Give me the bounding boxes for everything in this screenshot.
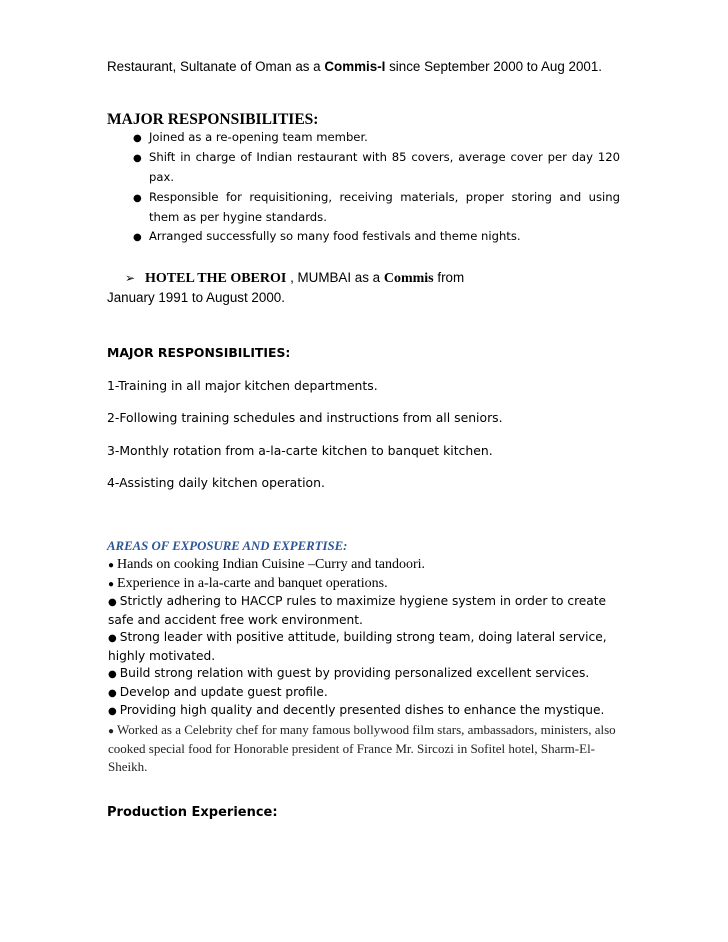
bullet-icon: ●	[133, 133, 142, 144]
bullet-icon: ●	[133, 153, 142, 165]
intro-paragraph	[107, 56, 621, 77]
expertise-list	[108, 556, 626, 775]
bullet-icon: ●	[108, 597, 117, 608]
hotel-dates: January 1991 to August 2000.	[107, 290, 285, 305]
bullet-icon: ●	[108, 687, 117, 699]
intro-text-before: Restaurant, Sultanate of Oman as a	[107, 59, 325, 74]
list-item-text: Providing high quality and decently presented dishes to enhance the mystique.	[119, 703, 605, 717]
major-responsibilities-heading-2: MAJOR RESPONSIBILITIES:	[107, 345, 291, 360]
training-step-4: 4-Assisting daily kitchen operation.	[107, 475, 325, 490]
bullet-icon: ●	[108, 633, 117, 644]
list-item	[108, 593, 626, 629]
list-item	[108, 665, 626, 684]
list-item	[108, 575, 626, 594]
list-item	[133, 227, 620, 247]
list-item-text: Shift in charge of Indian restaurant with 85 covers, average cover per day 120 pax.	[149, 150, 620, 185]
bullet-icon: ●	[108, 706, 117, 717]
bullet-icon: ●	[108, 725, 115, 737]
list-item	[133, 148, 620, 187]
hotel-city-text: , MUMBAI as a	[286, 270, 384, 285]
training-step-3: 3-Monthly rotation from a-la-carte kitchen to banquet kitchen.	[107, 443, 493, 458]
bullet-icon: ●	[133, 232, 142, 244]
list-item-text: Responsible for requisitioning, receiving materials, proper storing and using them as per hygine standards.	[149, 189, 620, 224]
intro-role: Commis-I	[324, 59, 386, 74]
list-item-text: Arranged successfully so many food festivals and theme nights.	[149, 229, 521, 244]
training-step-2: 2-Following training schedules and instructions from all seniors.	[107, 410, 503, 425]
oberoi-entry	[107, 268, 621, 307]
bullet-icon: ●	[108, 560, 115, 571]
hotel-role: Commis	[383, 271, 434, 286]
list-item-text: Joined as a re-opening team member.	[149, 130, 368, 144]
list-item-text: Worked as a Celebrity chef for many famous bollywood film stars, ambassadors, ministers, also cooked special food for Honorable president of France Mr. Sircozi in Sofitel hotel, Sharm-El-Sheikh.	[108, 721, 616, 774]
hotel-from-text: from	[433, 270, 465, 285]
list-item-text: Strong leader with positive attitude, building strong team, doing lateral service, highly motivated.	[108, 630, 607, 663]
bullet-icon: ●	[108, 669, 117, 680]
bullet-icon: ●	[133, 192, 142, 204]
list-item-text: Develop and update guest profile.	[119, 684, 328, 699]
bullet-icon: ●	[108, 578, 115, 590]
responsibilities-list-1	[133, 128, 620, 247]
list-item-text: Build strong relation with guest by providing personalized excellent services.	[119, 666, 590, 680]
list-item	[108, 702, 626, 721]
intro-text-after: since September 2000 to Aug 2001.	[385, 59, 603, 74]
list-item	[133, 188, 620, 227]
list-item-text: Experience in a-la-carte and banquet operations.	[117, 575, 388, 591]
arrow-bullet-icon: ➢	[125, 271, 136, 285]
list-item-text: Hands on cooking Indian Cuisine –Curry and tandoori.	[117, 557, 425, 572]
list-item	[108, 721, 626, 776]
list-item	[108, 556, 626, 575]
list-item	[133, 128, 620, 148]
list-item-text: Strictly adhering to HACCP rules to maximize hygiene system in order to create safe and accident free work environment.	[108, 594, 607, 627]
major-responsibilities-heading-1: MAJOR RESPONSIBILITIES:	[107, 111, 319, 128]
list-item	[108, 684, 626, 703]
hotel-name: HOTEL THE OBEROI	[145, 271, 287, 286]
production-experience-heading: Production Experience:	[107, 805, 278, 820]
areas-of-expertise-heading: AREAS OF EXPOSURE AND EXPERTISE:	[107, 539, 348, 553]
training-step-1: 1-Training in all major kitchen departments.	[107, 378, 378, 393]
list-item	[108, 629, 626, 665]
